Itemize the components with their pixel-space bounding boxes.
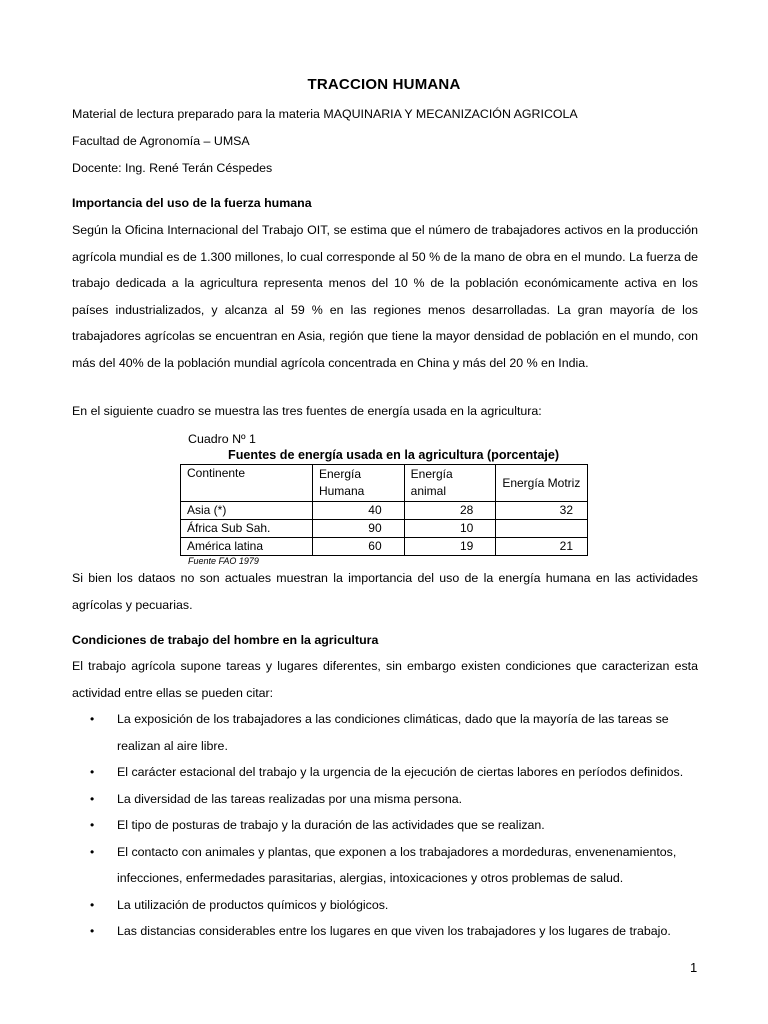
table-header-row — [181, 465, 588, 502]
after-table-paragraph: Si bien los dataos no son actuales muestran la importancia del uso de la energía humana en las actividades agrícolas y pecuarias. — [72, 571, 698, 612]
bullet-icon: • — [90, 844, 95, 859]
table-header-cell: Energía animal — [404, 465, 496, 502]
header-line-faculty: Facultad de Agronomía – UMSA — [72, 134, 250, 148]
section1-heading: Importancia del uso de la fuerza humana — [72, 196, 312, 210]
table-row — [181, 520, 588, 538]
list-item — [72, 706, 698, 759]
header-line-subject: Material de lectura preparado para la materia MAQUINARIA Y MECANIZACIÓN AGRICOLA — [72, 107, 578, 121]
list-item-text: La exposición de los trabajadores a las condiciones climáticas, dado que la mayoría de las tareas se realizan al aire libre. — [117, 712, 669, 753]
table-cell: 28 — [404, 502, 496, 520]
table-cell: 90 — [312, 520, 404, 538]
list-item — [72, 812, 698, 839]
list-item — [72, 786, 698, 813]
table-intro: En el siguiente cuadro se muestra las tres fuentes de energía usada en la agricultura: — [72, 404, 542, 418]
table-cell: 19 — [404, 538, 496, 556]
table-row — [181, 502, 588, 520]
table-cell: 40 — [312, 502, 404, 520]
section1-paragraph: Según la Oficina Internacional del Trabajo OIT, se estima que el número de trabajadores activos en la producción agrícola mundial es de 1.300 millones, lo cual corresponde al 50 % de la mano de obra en el mundo. La fuerza de trabajo dedicada a la agricultura representa menos del 10 % de la población económicamente activa en los países industrializados, y alcanza al 59 % en las regiones menos desarrolladas. La gran mayoría de los trabajadores agrícolas se encuentran en Asia, región que tiene la mayor densidad de población en el mundo, con más del 40% de la población mundial agrícola concentrada en China y más del 20 % en India. — [72, 223, 698, 370]
table-cell: 21 — [496, 538, 588, 556]
page-number: 1 — [690, 960, 698, 975]
section2-heading: Condiciones de trabajo del hombre en la agricultura — [72, 633, 379, 647]
table-caption: Cuadro Nº 1 — [188, 432, 256, 446]
list-item-text: La diversidad de las tareas realizadas por una misma persona. — [117, 791, 463, 806]
list-item-text: El contacto con animales y plantas, que exponen a los trabajadores a mordeduras, envenenamientos, infecciones, enfermedades parasitarias, alergias, intoxicaciones y otros problemas de salud. — [117, 844, 677, 885]
table-header-cell: Continente — [181, 465, 313, 502]
table-cell: 60 — [312, 538, 404, 556]
list-item-text: El tipo de posturas de trabajo y la duración de las actividades que se realizan. — [117, 818, 545, 832]
table-row — [181, 538, 588, 556]
list-item — [72, 759, 698, 786]
table-cell: América latina — [181, 538, 313, 556]
table-cell: África Sub Sah. — [181, 520, 313, 538]
table-cell: 10 — [404, 520, 496, 538]
table-source: Fuente FAO 1979 — [188, 556, 259, 566]
list-item-text: La utilización de productos químicos y biológicos. — [117, 897, 389, 912]
bullet-icon: • — [90, 897, 95, 912]
table-cell: 32 — [496, 502, 588, 520]
bullet-icon: • — [90, 924, 95, 938]
table-header-cell: Energía Humana — [312, 465, 404, 502]
document-title: TRACCION HUMANA — [307, 76, 461, 93]
list-item-text: El carácter estacional del trabajo y la urgencia de la ejecución de ciertas labores en períodos definidos. — [117, 765, 684, 779]
table-title: Fuentes de energía usada en la agricultura (porcentaje) — [228, 448, 560, 462]
table-cell: Asia (*) — [181, 502, 313, 520]
bullet-icon: • — [90, 818, 95, 832]
conditions-list — [72, 706, 698, 945]
bullet-icon: • — [90, 791, 95, 806]
list-item — [72, 918, 698, 945]
bullet-icon: • — [90, 712, 95, 726]
list-item — [72, 892, 698, 919]
bullet-icon: • — [90, 765, 95, 779]
energy-sources-table — [180, 464, 588, 556]
list-item — [72, 839, 698, 892]
section2-paragraph: El trabajo agrícola supone tareas y lugares diferentes, sin embargo existen condiciones que caracterizan esta actividad entre ellas se pueden citar: — [72, 659, 698, 700]
table-cell — [496, 520, 588, 538]
table-header-cell: Energía Motriz — [496, 465, 588, 502]
header-line-teacher: Docente: Ing. René Terán Céspedes — [72, 161, 273, 175]
list-item-text: Las distancias considerables entre los lugares en que viven los trabajadores y los lugares de trabajo. — [117, 924, 671, 938]
